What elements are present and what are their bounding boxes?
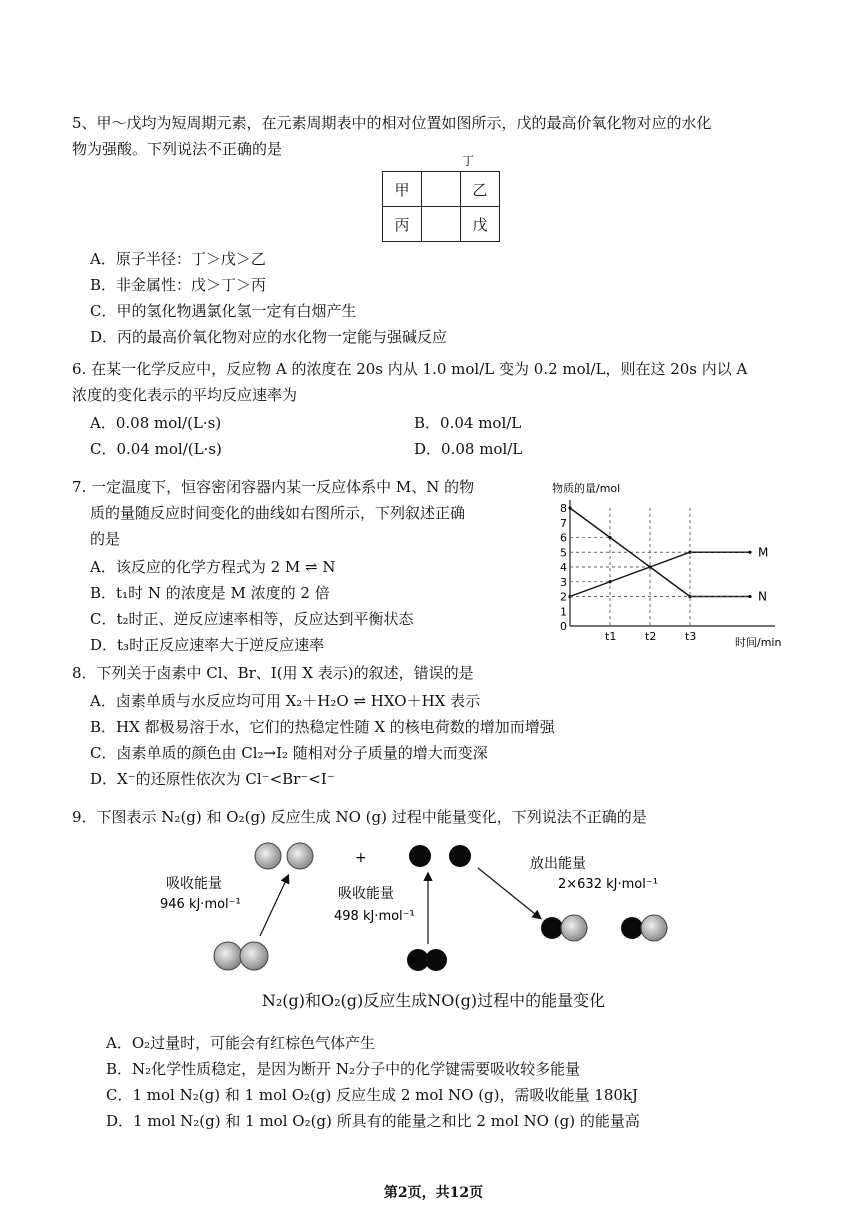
q5-option-d: D．丙的最高价氧化物对应的水化物一定能与强碱反应 <box>90 328 448 346</box>
q5-option-b: B．非金属性：戊＞丁＞丙 <box>90 276 267 294</box>
periodic-table-fragment <box>382 171 500 242</box>
q8-option-d: D．X⁻的还原性依次为 Cl⁻<Br⁻<I⁻ <box>90 770 335 788</box>
arrow-n2-break <box>260 876 288 936</box>
release-energy-label: 放出能量 <box>530 856 586 872</box>
x-tick-label: t2 <box>645 630 657 643</box>
series-point-M <box>608 580 611 583</box>
cell-bing: 丙 <box>383 207 422 242</box>
q5-stem-line1: 5、甲～戊均为短周期元素，在元素周期表中的相对位置如图所示，戊的最高价氧化物对应的水化 <box>72 114 712 132</box>
q7-stem-line3: 的是 <box>90 530 121 548</box>
series-point-N <box>648 565 651 568</box>
n-atom-separated <box>255 843 281 869</box>
energy-diagram <box>120 832 820 982</box>
q6-stem-line1: 6. 在某一化学反应中，反应物 A 的浓度在 20s 内从 1.0 mol/L 变为 0.2 mol/L，则在这 20s 内以 A <box>72 360 748 378</box>
q9-option-a: A．O₂过量时，可能会有红棕色气体产生 <box>106 1034 376 1052</box>
y-tick-label: 6 <box>560 531 567 545</box>
x-tick-label: t1 <box>605 630 617 643</box>
y-tick-label: 2 <box>560 590 567 604</box>
chart-ylabel: 物质的量/mol <box>552 482 621 495</box>
q9-option-c: C．1 mol N₂(g) 和 1 mol O₂(g) 反应生成 2 mol NO (g)，需吸收能量 180kJ <box>106 1086 639 1104</box>
absorb-energy-1-label: 吸收能量 <box>166 876 222 892</box>
series-label-N: N <box>758 589 767 604</box>
q6-stem-line2: 浓度的变化表示的平均反应速率为 <box>72 386 298 404</box>
q8-option-b: B．HX 都极易溶于水，它们的热稳定性随 X 的核电荷数的增加而增强 <box>90 718 555 736</box>
y-tick-label: 0 <box>560 620 567 633</box>
cell-jia: 甲 <box>383 172 422 207</box>
series-point-N <box>608 536 611 539</box>
no-molecule-o-atom <box>621 917 643 939</box>
no-molecule-n-atom <box>561 915 587 941</box>
q7-option-d: D．t₃时正反应速率大于逆反应速率 <box>90 636 325 654</box>
periodic-table-label-above: 丁 <box>462 154 475 168</box>
release-energy-value: 2×632 kJ·mol⁻¹ <box>558 877 658 892</box>
x-tick-label: t3 <box>685 630 697 643</box>
chart-xlabel: 时间/min <box>735 636 782 649</box>
o2-molecule-atom <box>425 949 447 971</box>
no-molecule-o-atom <box>541 917 563 939</box>
o-atom-separated <box>409 845 431 867</box>
q6-option-b: B．0.04 mol/L <box>414 414 522 432</box>
q6-option-a: A．0.08 mol/(L·s) <box>90 414 222 432</box>
q9-option-b: B．N₂化学性质稳定，是因为断开 N₂分子中的化学键需要吸收较多能量 <box>106 1060 581 1078</box>
absorb-energy-2-label: 吸收能量 <box>338 886 394 902</box>
q7-option-c: C．t₂时正、逆反应速率相等，反应达到平衡状态 <box>90 610 414 628</box>
n2-molecule-atom <box>214 942 242 970</box>
y-tick-label: 8 <box>560 502 567 515</box>
q7-stem-line2: 质的量随反应时间变化的曲线如右图所示，下列叙述正确 <box>90 504 466 522</box>
q5-option-c: C．甲的氢化物遇氯化氢一定有白烟产生 <box>90 302 357 320</box>
q8-option-a: A．卤素单质与水反应均可用 X₂＋H₂O ⇌ HXO＋HX 表示 <box>90 692 481 710</box>
q9-stem: 9．下图表示 N₂(g) 和 O₂(g) 反应生成 NO (g) 过程中能量变化，下列说法不正确的是 <box>72 808 647 826</box>
cell-wu: 戊 <box>461 207 500 242</box>
cell-yi: 乙 <box>461 172 500 207</box>
arrow-no-form <box>478 868 540 918</box>
q6-option-c: C．0.04 mol/(L·s) <box>90 440 222 458</box>
q5-option-a: A．原子半径：丁＞戊＞乙 <box>90 250 266 268</box>
y-tick-label: 3 <box>560 575 567 589</box>
series-point-N <box>748 595 751 598</box>
series-label-M: M <box>758 545 769 560</box>
n2-molecule-atom <box>240 942 268 970</box>
q8-stem: 8．下列关于卤素中 Cl、Br、I(用 X 表示)的叙述，错误的是 <box>72 664 474 682</box>
plus-sign: + <box>355 850 367 866</box>
cell-empty <box>422 207 461 242</box>
y-tick-label: 1 <box>560 605 567 619</box>
q5-stem-line2: 物为强酸。下列说法不正确的是 <box>72 140 283 158</box>
absorb-energy-1-value: 946 kJ·mol⁻¹ <box>160 897 241 912</box>
q9-option-d: D．1 mol N₂(g) 和 1 mol O₂(g) 所具有的能量之和比 2 mol NO (g) 的能量高 <box>106 1112 640 1130</box>
y-tick-label: 7 <box>560 516 567 530</box>
q7-option-a: A．该反应的化学方程式为 2 M ⇌ N <box>90 558 336 576</box>
amount-time-chart <box>540 478 800 653</box>
page-footer: 第2页，共12页 <box>383 1185 484 1201</box>
no-molecule-n-atom <box>641 915 667 941</box>
q7-option-b: B．t₁时 N 的浓度是 M 浓度的 2 倍 <box>90 584 330 602</box>
series-point-M <box>748 551 751 554</box>
o-atom-separated <box>449 845 471 867</box>
q6-option-d: D．0.08 mol/L <box>414 440 523 458</box>
energy-diagram-caption: N₂(g)和O₂(g)反应生成NO(g)过程中的能量变化 <box>261 991 606 1010</box>
cell-empty <box>422 172 461 207</box>
absorb-energy-2-value: 498 kJ·mol⁻¹ <box>334 909 415 924</box>
q7-stem-line1: 7. 一定温度下，恒容密闭容器内某一反应体系中 M、N 的物 <box>72 478 475 496</box>
q8-option-c: C．卤素单质的颜色由 Cl₂→I₂ 随相对分子质量的增大而变深 <box>90 744 488 762</box>
series-point-N <box>568 506 571 509</box>
y-tick-label: 4 <box>560 561 567 574</box>
n-atom-separated <box>287 843 313 869</box>
y-tick-label: 5 <box>560 546 567 560</box>
